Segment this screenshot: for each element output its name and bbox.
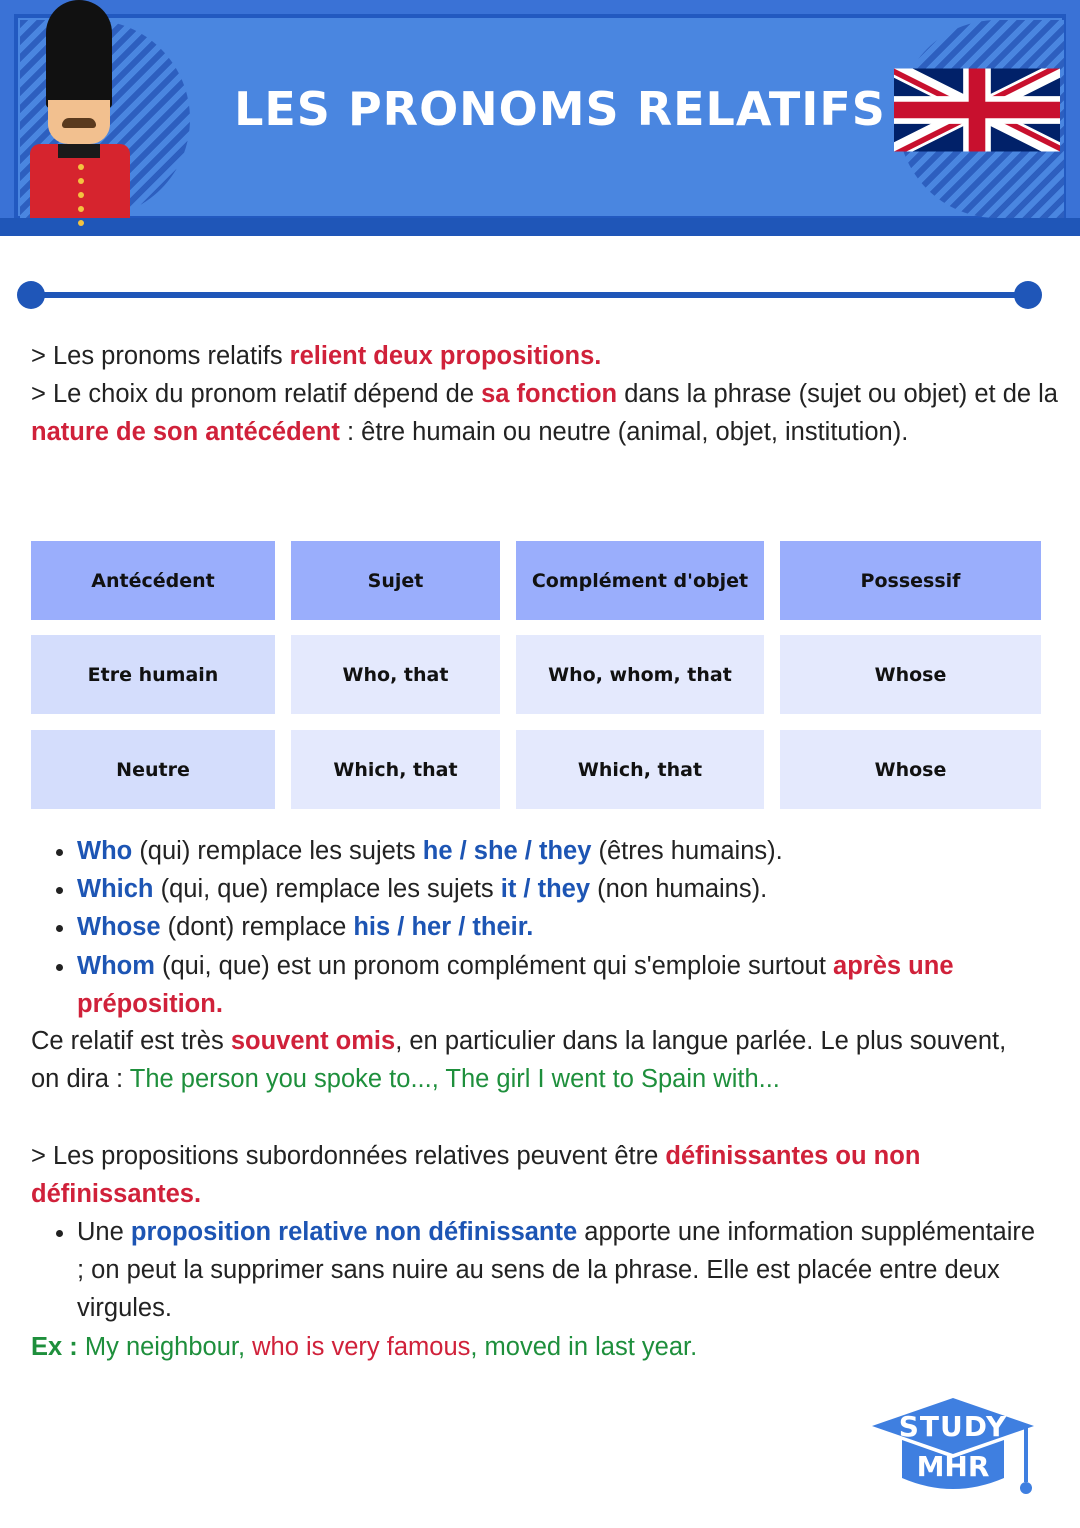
list-item: • Which (qui, que) remplace les sujets it / they (non humains). <box>77 870 1041 908</box>
non-defining-list <box>31 1213 1041 1328</box>
intro-text: dans la phrase (sujet ou objet) et de la <box>617 380 1058 409</box>
study-mhr-logo <box>868 1396 1038 1500</box>
table-header-cell: Sujet <box>291 541 500 620</box>
intro-highlight: sa fonction <box>481 380 618 409</box>
table-header-cell: Antécédent <box>31 541 275 620</box>
logo-text-mhr: MHR <box>916 1450 990 1483</box>
example-sentence: Ex : My neighbour, who is very famous, moved in last year. <box>31 1333 698 1361</box>
intro-text: : être humain ou neutre (animal, objet, institution). <box>339 418 909 447</box>
divider-line <box>30 292 1030 298</box>
omission-paragraph: Ce relatif est très souvent omis, en particulier dans la langue parlée. Le plus souvent, on dira : The person you spoke to..., The girl I went to Spain with... <box>31 1027 1007 1094</box>
table-cell: Which, that <box>516 730 764 809</box>
table-cell: Who, whom, that <box>516 635 764 714</box>
divider-dot-right <box>1014 281 1042 309</box>
header-banner <box>0 0 1080 236</box>
uk-flag-icon <box>894 64 1060 156</box>
table-cell: Neutre <box>31 730 275 809</box>
table-cell: Whose <box>780 730 1041 809</box>
table-header-cell: Complément d'objet <box>516 541 764 620</box>
defining-paragraph: > Les propositions subordonnées relatives peuvent être définissantes ou non définissantes. <box>31 1142 921 1209</box>
intro-text: > Le choix du pronom relatif dépend de <box>31 380 482 409</box>
intro-paragraph <box>31 337 1061 452</box>
pronoun-usage-list <box>31 832 1041 1023</box>
header-bottom-band <box>0 218 1080 236</box>
table-cell: Who, that <box>291 635 500 714</box>
intro-highlight: relient deux propositions. <box>289 342 602 370</box>
intro-highlight: nature de son antécédent <box>31 418 340 447</box>
page-title: LES PRONOMS RELATIFS <box>234 82 886 136</box>
table-header-cell: Possessif <box>780 541 1041 620</box>
list-item: • Whom (qui, que) est un pronom complément qui s'emploie surtout après une préposition. <box>77 947 1041 1023</box>
list-item: • Who (qui) remplace les sujets he / she / they (êtres humains). <box>77 832 1041 870</box>
list-item: • Whose (dont) remplace his / her / their. <box>77 908 1041 946</box>
logo-text-study: STUDY <box>898 1410 1008 1443</box>
list-item: • Une proposition relative non définissante apporte une information supplémentaire ; on peut la supprimer sans nuire au sens de la phrase. Elle est placée entre deux virgules. <box>77 1213 1041 1328</box>
table-cell: Whose <box>780 635 1041 714</box>
divider-dot-left <box>17 281 45 309</box>
royal-guard-icon <box>28 0 138 218</box>
table-cell: Etre humain <box>31 635 275 714</box>
intro-text: > Les pronoms relatifs <box>31 342 290 370</box>
table-cell: Which, that <box>291 730 500 809</box>
